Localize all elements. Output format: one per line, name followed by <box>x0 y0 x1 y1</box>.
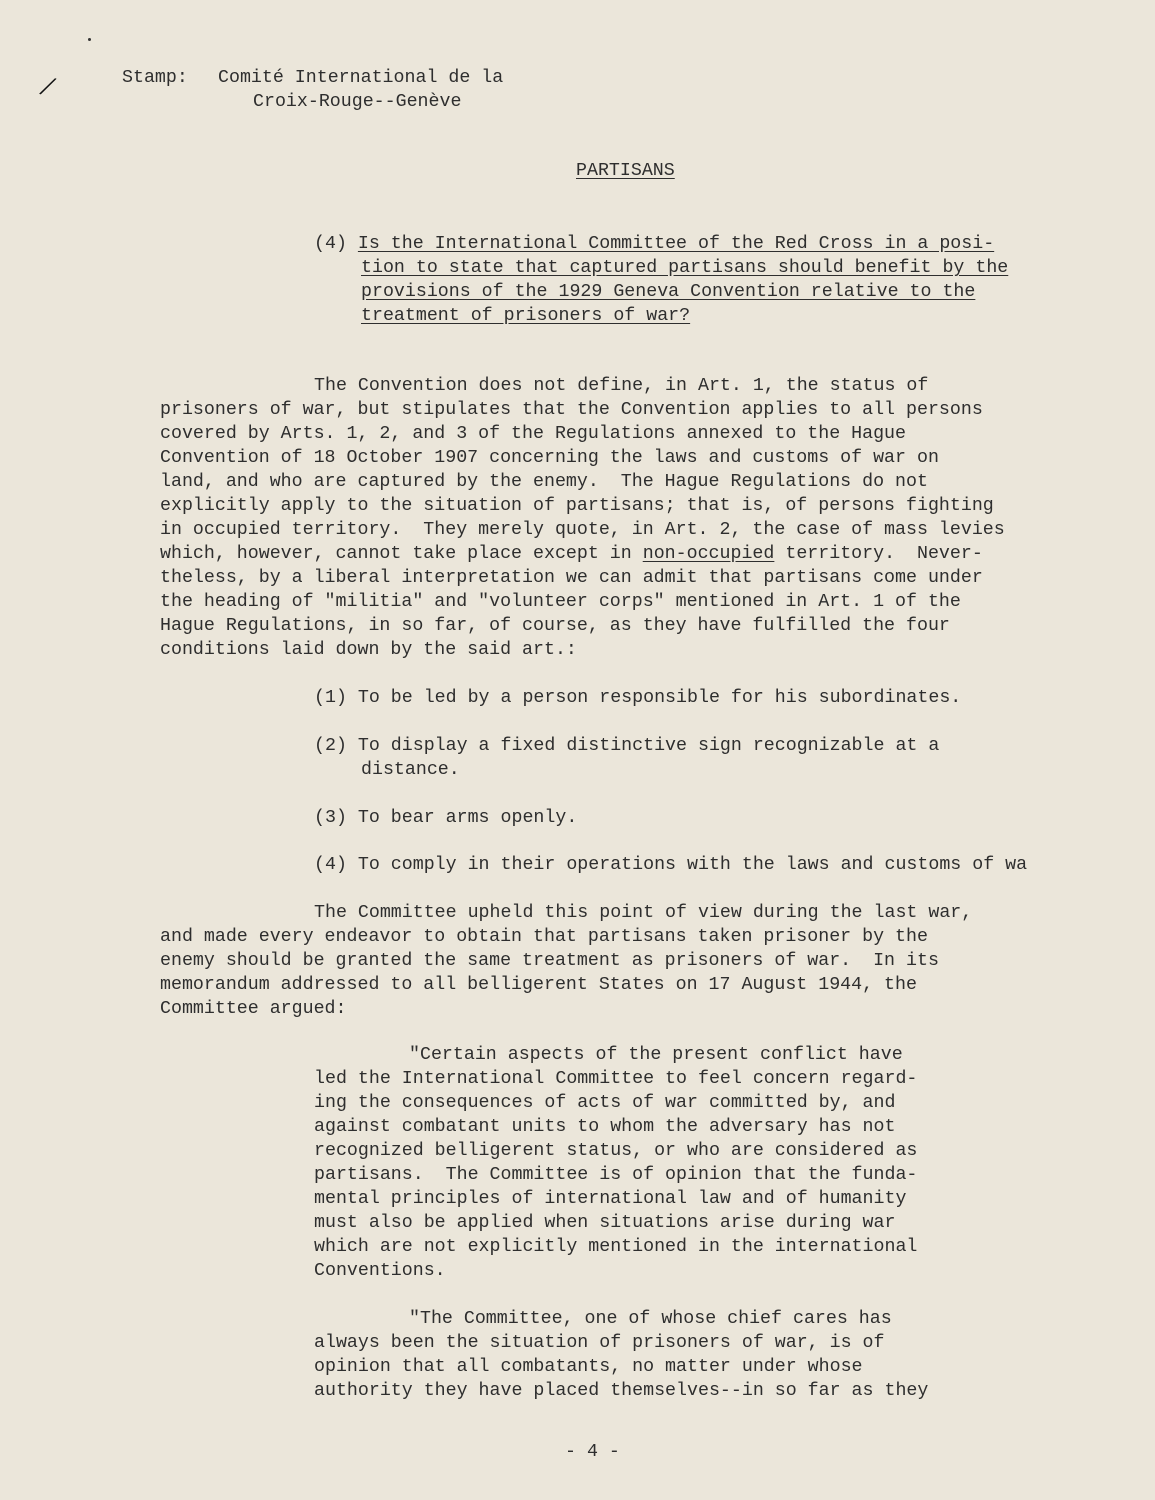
question-line: tion to state that captured partisans should benefit by the <box>361 258 1009 278</box>
quote-line: authority they have placed themselves--in so far as they <box>314 1381 929 1401</box>
paragraph-line: Hague Regulations, in so far, of course, as they have fulfilled the four <box>160 616 950 636</box>
paragraph-line: prisoners of war, but stipulates that the Convention applies to all persons <box>160 400 983 420</box>
stamp-line-2: Croix-Rouge--Genève <box>253 92 462 112</box>
question-line <box>314 232 994 256</box>
question-line: treatment of prisoners of war? <box>361 306 691 326</box>
quote-line: Conventions. <box>314 1261 446 1281</box>
paragraph-line: explicitly apply to the situation of partisans; that is, of persons fighting <box>160 496 994 516</box>
question-text: Is the International Committee of the Red Cross in a posi- <box>357 234 995 254</box>
paragraph-segment: territory. Never- <box>774 544 983 564</box>
condition-item: (4) To comply in their operations with the laws and customs of wa <box>314 855 1028 875</box>
ink-dot <box>88 38 91 41</box>
stamp-line-1: Comité International de la <box>218 68 504 88</box>
emphasis-non-occupied: non-occupied <box>642 544 775 564</box>
quote-line: always been the situation of prisoners of war, is of <box>314 1333 885 1353</box>
quote-line: must also be applied when situations arise during war <box>314 1213 896 1233</box>
paragraph-line <box>160 542 983 566</box>
paragraph-segment: which, however, cannot take place except in <box>160 544 643 564</box>
quote-line: recognized belligerent status, or who are considered as <box>314 1141 918 1161</box>
page-number: - 4 - <box>565 1442 620 1462</box>
quote-line: led the International Committee to feel concern regard- <box>314 1069 918 1089</box>
quote-line: partisans. The Committee is of opinion that the funda- <box>314 1165 918 1185</box>
question-number: (4) <box>314 234 358 254</box>
quote-line: "The Committee, one of whose chief cares has <box>409 1309 892 1329</box>
paragraph-line: memorandum addressed to all belligerent States on 17 August 1944, the <box>160 975 917 995</box>
paragraph-line: The Committee upheld this point of view during the last war, <box>314 903 973 923</box>
quote-line: mental principles of international law and of humanity <box>314 1189 907 1209</box>
condition-item-cont: distance. <box>361 760 460 780</box>
condition-item: (3) To bear arms openly. <box>314 808 578 828</box>
quote-line: against combatant units to whom the adversary has not <box>314 1117 896 1137</box>
check-mark-icon: ∕ <box>33 70 61 108</box>
paragraph-line: land, and who are captured by the enemy. The Hague Regulations do not <box>160 472 928 492</box>
paragraph-line: Committee argued: <box>160 999 347 1019</box>
quote-line: "Certain aspects of the present conflict have <box>409 1045 903 1065</box>
paragraph-line: and made every endeavor to obtain that partisans taken prisoner by the <box>160 927 928 947</box>
paragraph-line: covered by Arts. 1, 2, and 3 of the Regulations annexed to the Hague <box>160 424 906 444</box>
paragraph-line: conditions laid down by the said art.: <box>160 640 577 660</box>
paragraph-line: The Convention does not define, in Art. 1, the status of <box>314 376 929 396</box>
paragraph-line: Convention of 18 October 1907 concerning the laws and customs of war on <box>160 448 939 468</box>
paragraph-line: theless, by a liberal interpretation we can admit that partisans come under <box>160 568 983 588</box>
quote-line: ing the consequences of acts of war committed by, and <box>314 1093 896 1113</box>
question-line: provisions of the 1929 Geneva Convention relative to the <box>361 282 976 302</box>
page-title: PARTISANS <box>576 161 675 181</box>
stamp-label: Stamp: <box>122 68 188 88</box>
paragraph-line: in occupied territory. They merely quote, in Art. 2, the case of mass levies <box>160 520 1005 540</box>
condition-item: (2) To display a fixed distinctive sign recognizable at a <box>314 736 940 756</box>
paragraph-line: enemy should be granted the same treatment as prisoners of war. In its <box>160 951 939 971</box>
paragraph-line: the heading of "militia" and "volunteer corps" mentioned in Art. 1 of the <box>160 592 961 612</box>
quote-line: opinion that all combatants, no matter under whose <box>314 1357 863 1377</box>
quote-line: which are not explicitly mentioned in the international <box>314 1237 918 1257</box>
condition-item: (1) To be led by a person responsible for his subordinates. <box>314 688 962 708</box>
